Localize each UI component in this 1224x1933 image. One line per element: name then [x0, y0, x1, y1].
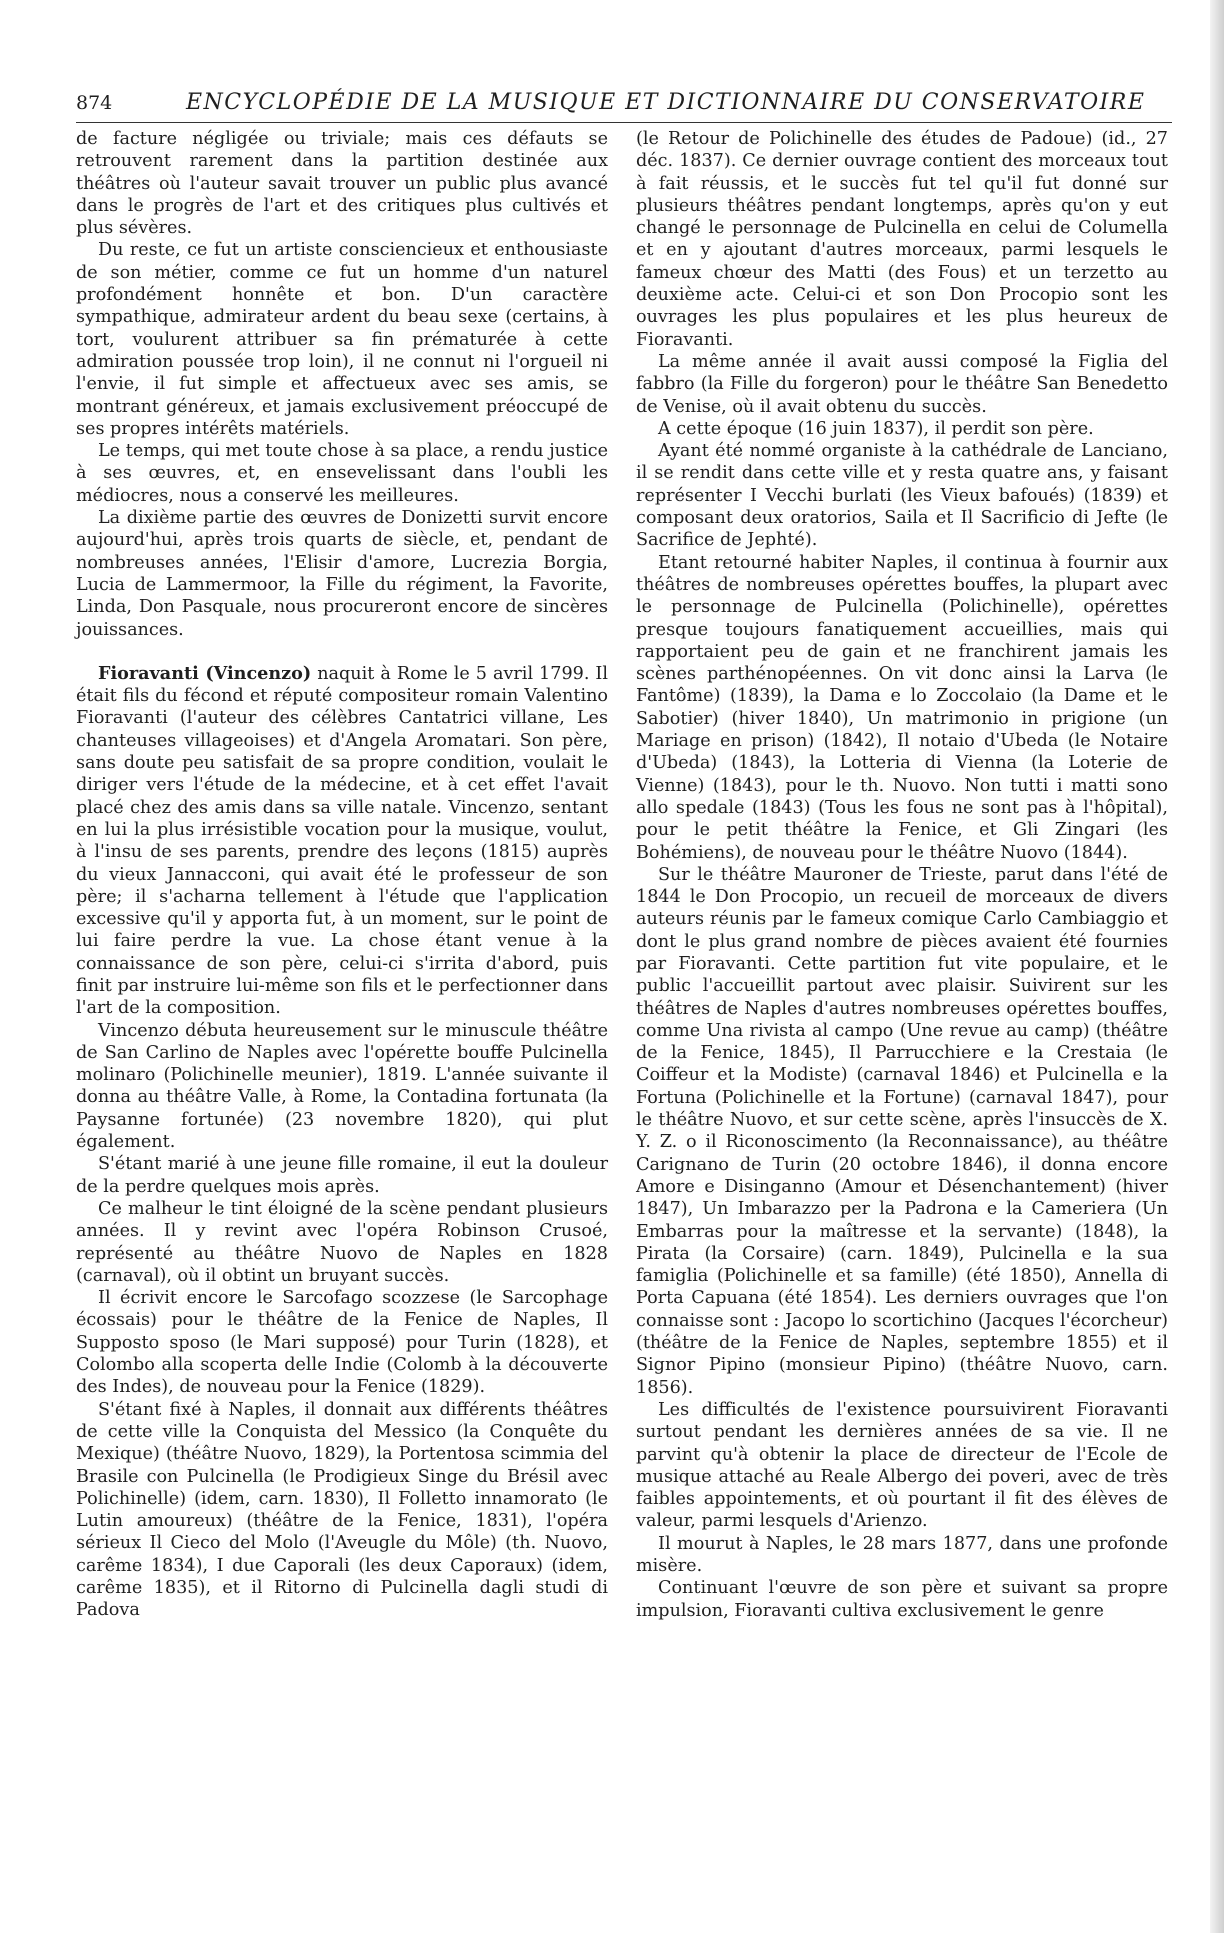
paragraph: Vincenzo débuta heureusement sur le minuscule théâtre de San Carlino de Naples avec l'opérette bouffe Pulcinella molinaro (Polichinelle meunier), 1819. L'année suivante il donna au théâtre Valle, à Rome, la Contadina fortunata (la Paysanne fortunée) (23 novembre 1820), qui plut également.: [76, 1020, 608, 1153]
paragraph: Ayant été nommé organiste à la cathédrale de Lanciano, il se rendit dans cette ville et y resta quatre ans, y faisant représenter I Vecchi burlati (les Vieux bafoués) (1839) et composant deux oratorios, Saila et Il Sacrificio di Jefte (le Sacrifice de Jephté).: [636, 441, 1168, 551]
paragraph: Etant retourné habiter Naples, il continua à fournir aux théâtres de nombreuses opérettes bouffes, la plupart avec le personnage de Pulcinella (Polichinelle), opérettes presque toujours fanatiquement accueillies, mais qui rapportaient peu de gain et ne franchirent jamais les scènes parthénopéennes. On vit donc ainsi la Larva (le Fantôme) (1839), la Dama e lo Zoccolaio (la Dame et le Sabotier) (hiver 1840), Un matrimonio in prigione (un Mariage en prison) (1842), Il notaio d'Ubeda (le Notaire d'Ubeda) (1843), la Lotteria di Vienna (la Loterie de Vienne) (1843), pour le th. Nuovo. Non tutti i matti sono allo spedale (1843) (Tous les fous ne sont pas à l'hôpital), pour le petit théâtre la Fenice, et Gli Zingari (les Bohémiens), de nouveau pour le théâtre Nuovo (1844).: [636, 552, 1168, 863]
paragraph: La dixième partie des œuvres de Donizetti survit encore aujourd'hui, après trois quarts de siècle, et, pendant de nombreuses années, l'Elisir d'amore, Lucrezia Borgia, Lucia de Lammermoor, la Fille du régiment, la Favorite, Linda, Don Pasquale, nous procureront encore de sincères jouissances.: [76, 508, 608, 640]
running-title: ENCYCLOPÉDIE DE LA MUSIQUE ET DICTIONNAIRE DU CONSERVATOIRE: [186, 90, 1146, 115]
paragraph: Continuant l'œuvre de son père et suivant sa propre impulsion, Fioravanti cultiva exclusivement le genre: [636, 1578, 1168, 1621]
page-number: 874: [76, 92, 113, 114]
running-header: [76, 88, 1172, 123]
paragraph: S'étant fixé à Naples, il donnait aux différents théâtres de cette ville la Conquista del Messico (la Conquête du Mexique) (théâtre Nuovo, 1829), la Portentosa scimmia del Brasile con Pulcinella (le Prodigieux Singe du Brésil avec Polichinelle) (idem, carn. 1830), Il Folletto innamorato (le Lutin amoureux) (théâtre de la Fenice, 1831), l'opéra sérieux Il Cieco del Molo (l'Aveugle du Môle) (th. Nuovo, carême 1834), I due Caporali (les deux Caporaux) (idem, carême 1835), et il Ritorno di Pulcinella dagli studi di Padova: [76, 1399, 608, 1621]
right-column: [636, 128, 1168, 1622]
paragraph: Le temps, qui met toute chose à sa place, a rendu justice à ses œuvres, et, en ensevelissant dans l'oubli les médiocres, nous a conservé les meilleures.: [76, 441, 608, 506]
paragraph: Les difficultés de l'existence poursuivirent Fioravanti surtout pendant les dernières années de sa vie. Il ne parvint qu'à obtenir la place de directeur de l'Ecole de musique attaché au Reale Albergo dei poveri, avec de très faibles appointements, et où pourtant il fit des élèves de valeur, parmi lesquels d'Arienzo.: [636, 1399, 1168, 1532]
page-edge-shadow: [1210, 0, 1224, 1933]
paragraph: de facture négligée ou triviale; mais ces défauts se retrouvent rarement dans la partition destinée aux théâtres où l'auteur savait trouver un public plus avancé dans le progrès de l'art et des critiques plus cultivés et plus sévères.: [76, 129, 608, 239]
paragraph: Du reste, ce fut un artiste consciencieux et enthousiaste de son métier, comme ce fut un homme d'un naturel profondément honnête et bon. D'un caractère sympathique, admirateur ardent du beau sexe (certains, à tort, voulurent attribuer sa fin prématurée à cette admiration poussée trop loin), il ne connut ni l'orgueil ni l'envie, il fut simple et affectueux avec ses amis, se montrant généreux, et jamais exclusivement préoccupé de ses propres intérêts matériels.: [76, 240, 608, 439]
paragraph: Ce malheur le tint éloigné de la scène pendant plusieurs années. Il y revint avec l'opéra Robinson Crusoé, représenté au théâtre Nuovo de Naples en 1828 (carnaval), où il obtint un bruyant succès.: [76, 1198, 608, 1286]
paragraph: A cette époque (16 juin 1837), il perdit son père.: [658, 418, 1094, 439]
paragraph: (le Retour de Polichinelle des études de Padoue) (id., 27 déc. 1837). Ce dernier ouvrage contient des morceaux tout à fait réussis, et le succès fut tel qu'il fut donné sur plusieurs théâtres pendant longtemps, après qu'on y eut changé le personnage de Pulcinella en celui de Columella et en y ajoutant d'autres morceaux, parmi lesquels le fameux chœur des Matti (des Fous) et un terzetto au deuxième acte. Celui-ci et son Don Procopio sont les ouvrages les plus populaires et les plus heureux de Fioravanti.: [636, 129, 1168, 350]
paragraph: S'étant marié à une jeune fille romaine, il eut la douleur de la perdre quelques mois après.: [76, 1154, 608, 1197]
paragraph: La même année il avait aussi composé la Figlia del fabbro (la Fille du forgeron) pour le théâtre San Benedetto de Venise, où il avait obtenu du succès.: [636, 351, 1168, 417]
entry-name: Fioravanti (Vincenzo): [98, 662, 312, 684]
entry-text: naquit à Rome le 5 avril 1799. Il était fils du fécond et réputé compositeur romain Valentino Fioravanti (l'auteur des célèbres Cantatrici villane, Les chanteuses villageoises) et d'Angela Aromatari. Son père, sans doute peu satisfait de sa propre condition, voulait le diriger vers l'étude de la médecine, et à cet effet l'avait placé chez des amis dans sa ville natale. Vincenzo, sentant en lui la plus irrésistible vocation pour la musique, voulut, à l'insu de ses parents, prendre des leçons (1815) auprès du vieux Jannacconi, qui avait été le professeur de son père; il s'acharna tellement à l'étude que l'application excessive qu'il y apporta fut, à un moment, sur le point de lui faire perdre la vue. La chose étant venue à la connaissance de son père, celui-ci s'irrita d'abord, puis finit par instruire lui-même son fils et le perfectionner dans l'art de la composition.: [76, 663, 609, 1019]
left-column: [76, 128, 608, 1622]
paragraph: Sur le théâtre Mauroner de Trieste, parut dans l'été de 1844 le Don Procopio, un recueil de morceaux de divers auteurs réunis par le fameux comique Carlo Cambiaggio et dont le plus grand nombre de pièces avaient été fournies par Fioravanti. Cette partition fut vite populaire, et le public l'accueillit partout avec plaisir. Suivirent sur les théâtres de Naples d'autres nombreuses opérettes bouffes, comme Una rivista al campo (Une revue au camp) (théâtre de la Fenice, 1845), Il Parrucchiere e la Crestaia (le Coiffeur et la Modiste) (carnaval 1846) et Pulcinella e la Fortuna (Polichinelle et la Fortune) (carnaval 1847), pour le théâtre Nuovo, et sur cette scène, après l'insuccès de X. Y. Z. o il Riconoscimento (la Reconnaissance), au théâtre Carignano de Turin (20 octobre 1846), il donna encore Amore e Disinganno (Amour et Désenchantement) (hiver 1847), Un Imbarazzo per la Padrona e la Cameriera (Un Embarras pour la maîtresse et la servante) (1848), la Pirata (la Corsaire) (carn. 1849), Pulcinella e la sua famiglia (Polichinelle et sa famille) (été 1850), Annella di Porta Capuana (été 1854). Les derniers ouvrages que l'on connaisse sont : Jacopo lo scortichino (Jacques l'écorcheur) (théâtre de la Fenice de Naples, septembre 1855) et il Signor Pipino (monsieur Pipino) (théâtre Nuovo, carn. 1856).: [636, 864, 1168, 1398]
entry-paragraph: [76, 663, 608, 1020]
paragraph: Il écrivit encore le Sarcofago scozzese (le Sarcophage écossais) pour le théâtre de la Fenice de Naples, Il Supposto sposo (le Mari supposé) pour Turin (1828), et Colombo alla scoperta delle Indie (Colomb à la découverte des Indes), de nouveau pour la Fenice (1829).: [76, 1288, 608, 1398]
paragraph: Il mourut à Naples, le 28 mars 1877, dans une profonde misère.: [636, 1533, 1168, 1576]
